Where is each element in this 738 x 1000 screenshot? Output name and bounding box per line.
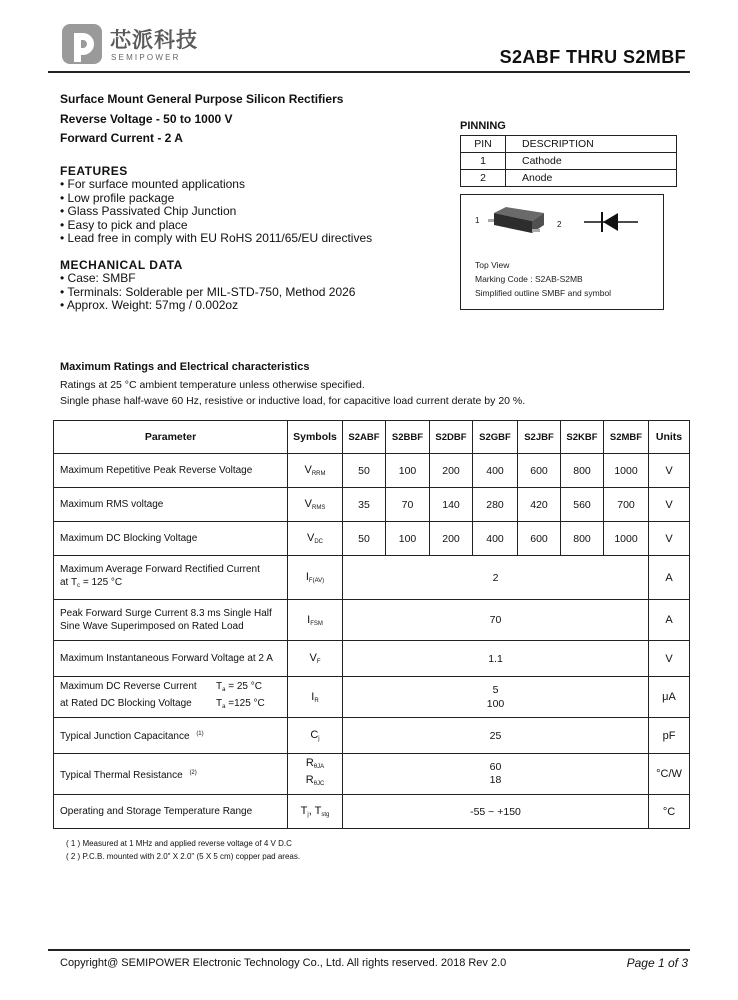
footer-rule xyxy=(48,949,690,951)
table-row xyxy=(54,556,690,600)
unit-cell: °C xyxy=(649,795,690,829)
features-title: FEATURES xyxy=(60,164,128,178)
unit-cell: V xyxy=(649,488,690,522)
pin1-label: 1 xyxy=(475,216,480,225)
feature-item: • Lead free in comply with EU RoHS 2011/65/EU directives xyxy=(60,231,373,245)
table-row xyxy=(54,600,690,641)
value-cell: 5 100 xyxy=(343,677,649,718)
pin-description: Anode xyxy=(506,170,677,187)
intro-product-type: Surface Mount General Purpose Silicon Rectifiers xyxy=(60,92,344,106)
symbol-rth: $R_{\theta JA}$ $R_{\theta JC}$ xyxy=(288,754,343,795)
value-cell: -55 ~ +150 xyxy=(343,795,649,829)
table-row xyxy=(461,136,677,153)
unit-cell: °C/W xyxy=(649,754,690,795)
value-cell: 1000 xyxy=(604,454,649,488)
feature-item: • Easy to pick and place xyxy=(60,217,188,232)
intro-reverse-voltage: Reverse Voltage - 50 to 1000 V xyxy=(60,112,233,126)
value-cell: 100 xyxy=(386,522,430,556)
param-ir: Maximum DC Reverse Current $T_a = 25$ °C at Rated DC Blocking Voltage $T_a =125$ °C xyxy=(54,677,288,718)
unit-cell: V xyxy=(649,641,690,677)
grade-header: S2ABF xyxy=(343,421,386,454)
table-row xyxy=(54,641,690,677)
grade-header: S2KBF xyxy=(561,421,604,454)
ratings-note-2: Single phase half-wave 60 Hz, resistive or inductive load, for capacitive load current derate by 20 %. xyxy=(60,395,526,407)
grade-header: S2BBF xyxy=(386,421,430,454)
grade-header: S2DBF xyxy=(430,421,473,454)
grade-header: S2GBF xyxy=(473,421,518,454)
semipower-logo xyxy=(60,22,104,66)
symbol-vrrm: $V_{RRM}$ xyxy=(288,454,343,488)
unit-cell: V xyxy=(649,454,690,488)
value-cell: 400 xyxy=(473,454,518,488)
value-cell: 2 xyxy=(343,556,649,600)
symbol-ir: $I_R$ xyxy=(288,677,343,718)
value-cell: 70 xyxy=(343,600,649,641)
copyright-notice: Copyright@ SEMIPOWER Electronic Technology Co., Ltd. All rights reserved. 2018 Rev 2.0 xyxy=(60,957,507,969)
pinning-title: PINNING xyxy=(460,120,506,132)
param-vrms: Maximum RMS voltage xyxy=(54,488,288,522)
value-cell: 200 xyxy=(430,522,473,556)
value-cell: 700 xyxy=(604,488,649,522)
value-cell: 35 xyxy=(343,488,386,522)
table-row xyxy=(54,754,690,795)
header-rule xyxy=(48,71,690,73)
symbol-vrms: $V_{RMS}$ xyxy=(288,488,343,522)
value-cell: 600 xyxy=(518,522,561,556)
param-vdc: Maximum DC Blocking Voltage xyxy=(54,522,288,556)
outline-caption: Simplified outline SMBF and symbol xyxy=(475,288,612,298)
value-cell: 100 xyxy=(386,454,430,488)
diode-symbol-icon xyxy=(584,210,638,234)
symbol-ifsm: $I_{FSM}$ xyxy=(288,600,343,641)
pin-description: Cathode xyxy=(506,153,677,170)
feature-item: • For surface mounted applications xyxy=(60,177,245,191)
param-ifav: Maximum Average Forward Rectified Current at $T_c = 125$ °C xyxy=(54,556,288,600)
param-vrrm: Maximum Repetitive Peak Reverse Voltage xyxy=(54,454,288,488)
table-row xyxy=(54,488,690,522)
mechanical-item: • Case: SMBF xyxy=(60,271,136,285)
table-header-row xyxy=(54,421,690,454)
units-header: Units xyxy=(649,421,690,454)
table-row xyxy=(54,718,690,754)
param-rth: Typical Thermal Resistance $^{(2)}$ xyxy=(54,754,288,795)
mechanical-item: • Terminals: Solderable per MIL-STD-750, Method 2026 xyxy=(60,284,356,299)
pinning-table xyxy=(460,135,677,187)
value-cell: 1000 xyxy=(604,522,649,556)
table-row xyxy=(54,795,690,829)
table-row xyxy=(54,677,690,718)
grade-header: S2JBF xyxy=(518,421,561,454)
mechanical-title: MECHANICAL DATA xyxy=(60,258,183,272)
brand-name-en: SEMIPOWER xyxy=(111,53,181,62)
value-cell: 800 xyxy=(561,522,604,556)
value-cell: 25 xyxy=(343,718,649,754)
page-number: Page 1 of 3 xyxy=(626,956,688,970)
ratings-table xyxy=(53,420,690,829)
intro-forward-current: Forward Current - 2 A xyxy=(60,131,183,145)
table-row xyxy=(461,153,677,170)
value-cell: 60 18 xyxy=(343,754,649,795)
symbol-vf: $V_F$ xyxy=(288,641,343,677)
pin-number: 2 xyxy=(461,170,506,187)
grade-header: S2MBF xyxy=(604,421,649,454)
footnote-1: ( 1 ) Measured at 1 MHz and applied reverse voltage of 4 V D.C xyxy=(66,839,292,848)
value-cell: 280 xyxy=(473,488,518,522)
unit-cell: A xyxy=(649,600,690,641)
value-cell: 50 xyxy=(343,522,386,556)
smbf-package-icon xyxy=(486,203,548,239)
value-cell: 1.1 xyxy=(343,641,649,677)
feature-item: • Glass Passivated Chip Junction xyxy=(60,204,237,218)
symbol-ifav: $I_{F(AV)}$ xyxy=(288,556,343,600)
ratings-note-1: Ratings at 25 °C ambient temperature unless otherwise specified. xyxy=(60,379,365,391)
symbol-vdc: $V_{DC}$ xyxy=(288,522,343,556)
unit-cell: A xyxy=(649,556,690,600)
unit-cell: μA xyxy=(649,677,690,718)
footnote-2: ( 2 ) P.C.B. mounted with 2.0" X 2.0" (5 X 5 cm) copper pad areas. xyxy=(66,852,301,861)
feature-item: • Low profile package xyxy=(60,190,175,205)
value-cell: 560 xyxy=(561,488,604,522)
value-cell: 600 xyxy=(518,454,561,488)
table-row xyxy=(461,170,677,187)
value-cell: 400 xyxy=(473,522,518,556)
value-cell: 50 xyxy=(343,454,386,488)
symbol-temperature: $T_j$, $T_{stg}$ xyxy=(288,795,343,829)
unit-cell: V xyxy=(649,522,690,556)
pin-number: 1 xyxy=(461,153,506,170)
param-cj: Typical Junction Capacitance $^{(1)}$ xyxy=(54,718,288,754)
pin2-label: 2 xyxy=(557,220,562,229)
brand-name-cn: 芯派科技 xyxy=(110,29,198,52)
ratings-title: Maximum Ratings and Electrical characteristics xyxy=(60,361,310,373)
unit-cell: pF xyxy=(649,718,690,754)
symbols-header: Symbols xyxy=(288,421,343,454)
table-row xyxy=(54,522,690,556)
value-cell: 420 xyxy=(518,488,561,522)
marking-code: Marking Code : S2AB-S2MB xyxy=(475,274,583,284)
parameter-header: Parameter xyxy=(54,421,288,454)
param-temperature: Operating and Storage Temperature Range xyxy=(54,795,288,829)
pin-header: PIN xyxy=(461,136,506,153)
symbol-cj: $C_j$ xyxy=(288,718,343,754)
value-cell: 70 xyxy=(386,488,430,522)
description-header: DESCRIPTION xyxy=(506,136,677,153)
value-cell: 200 xyxy=(430,454,473,488)
top-view-label: Top View xyxy=(475,260,510,270)
table-row xyxy=(54,454,690,488)
mechanical-item: • Approx. Weight: 57mg / 0.002oz xyxy=(60,298,239,312)
param-vf: Maximum Instantaneous Forward Voltage at 2 A xyxy=(54,641,288,677)
param-ifsm: Peak Forward Surge Current 8.3 ms Single Half Sine Wave Superimposed on Rated Load xyxy=(54,600,288,641)
document-title: S2ABF THRU S2MBF xyxy=(499,47,686,67)
value-cell: 800 xyxy=(561,454,604,488)
value-cell: 140 xyxy=(430,488,473,522)
